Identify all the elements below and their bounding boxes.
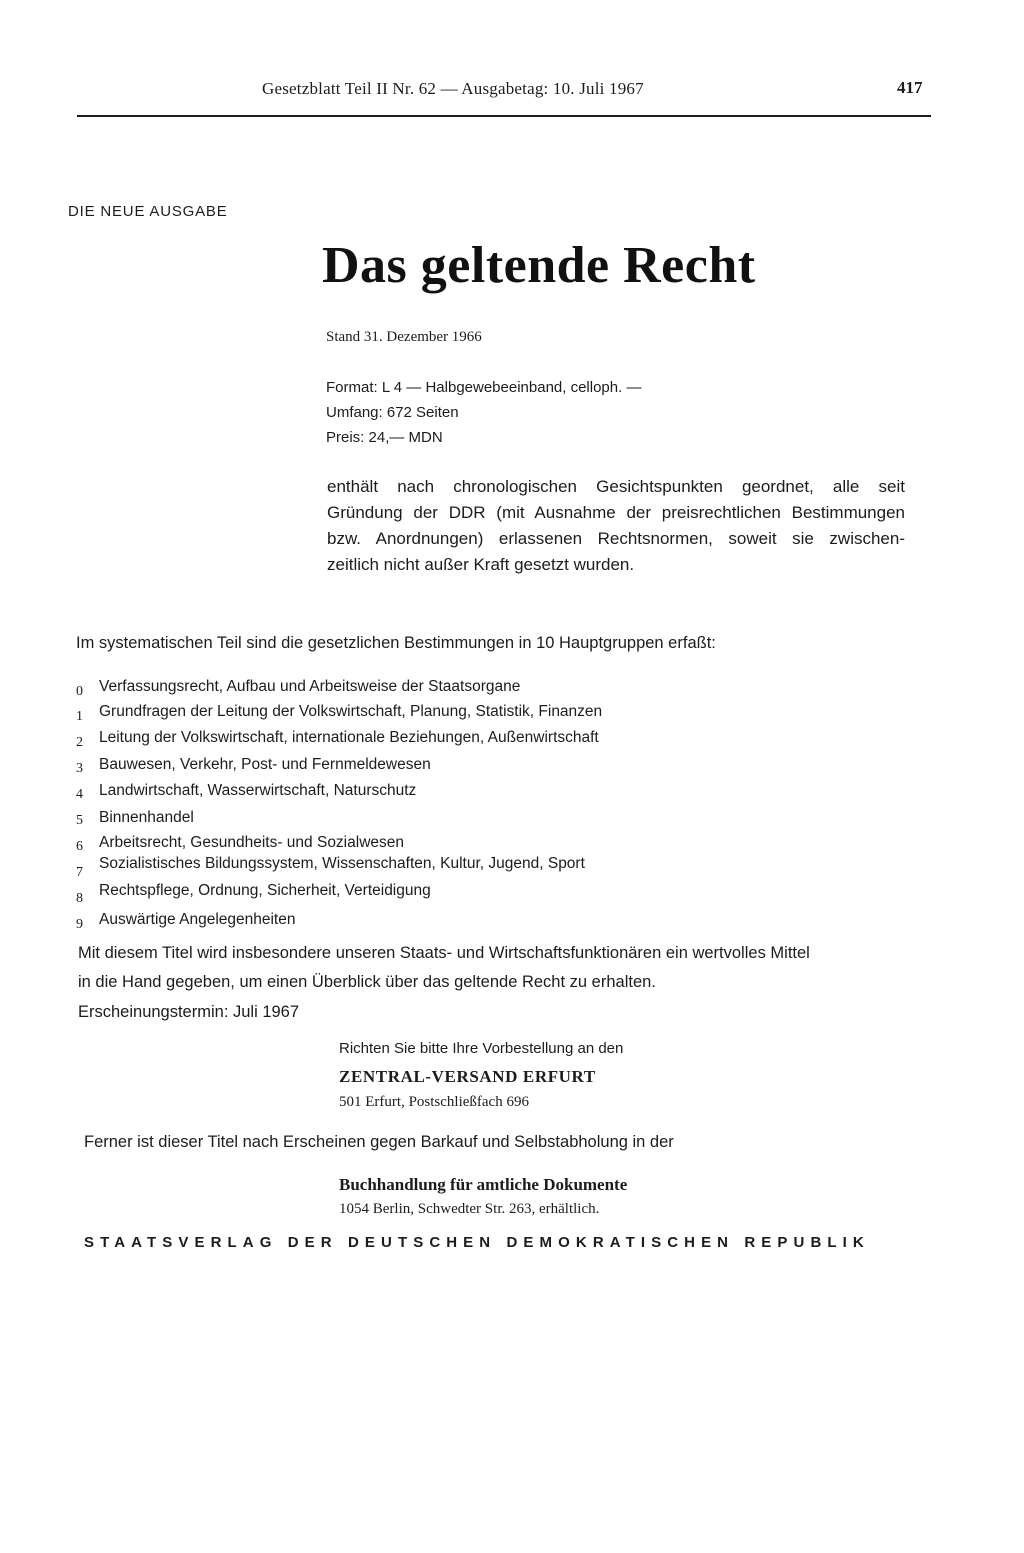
- group-number: 1: [76, 709, 83, 724]
- closing-line: in die Hand gegeben, um einen Überblick über das geltende Recht zu erhalten.: [78, 973, 656, 991]
- description-line: bzw. Anordnungen) erlassenen Rechtsnormen, soweit sie zwischen-: [327, 529, 905, 548]
- running-head: Gesetzblatt Teil II Nr. 62 — Ausgabetag: 10. Juli 1967: [262, 79, 644, 98]
- group-number: 8: [76, 891, 83, 906]
- group-label: Auswärtige Angelegenheiten: [99, 911, 296, 928]
- spec-pages: Umfang: 672 Seiten: [326, 404, 459, 421]
- order-recipient: ZENTRAL-VERSAND ERFURT: [339, 1067, 596, 1086]
- group-number: 0: [76, 684, 83, 699]
- group-label: Verfassungsrecht, Aufbau und Arbeitsweise der Staatsorgane: [99, 678, 521, 695]
- group-label: Arbeitsrecht, Gesundheits- und Sozialwesen: [99, 834, 404, 851]
- group-number: 2: [76, 735, 83, 750]
- kicker: DIE NEUE AUSGABE: [68, 203, 228, 220]
- description-line: zeitlich nicht außer Kraft gesetzt wurden.: [327, 555, 635, 574]
- group-label: Bauwesen, Verkehr, Post- und Fernmeldewesen: [99, 756, 431, 773]
- closing-line: Mit diesem Titel wird insbesondere unseren Staats- und Wirtschaftsfunktionären ein wertvolles Mittel: [78, 944, 810, 962]
- group-label: Sozialistisches Bildungssystem, Wissenschaften, Kultur, Jugend, Sport: [99, 855, 585, 872]
- retail-text: Ferner ist dieser Titel nach Erscheinen gegen Barkauf und Selbstabholung in der: [84, 1133, 674, 1151]
- group-number: 6: [76, 839, 83, 854]
- groups-intro: Im systematischen Teil sind die gesetzlichen Bestimmungen in 10 Hauptgruppen erfaßt:: [76, 634, 716, 652]
- book-title: Das geltende Recht: [322, 237, 756, 294]
- order-prompt: Richten Sie bitte Ihre Vorbestellung an den: [339, 1040, 624, 1057]
- spec-format: Format: L 4 — Halbgewebeeinband, celloph. —: [326, 379, 642, 396]
- page-number: 417: [897, 78, 923, 97]
- shop-name: Buchhandlung für amtliche Dokumente: [339, 1175, 628, 1194]
- release-date: Erscheinungstermin: Juli 1967: [78, 1003, 300, 1021]
- description-line: enthält nach chronologischen Gesichtspunkten geordnet, alle seit: [327, 477, 905, 496]
- description-line: Gründung der DDR (mit Ausnahme der preisrechtlichen Bestimmungen: [327, 503, 905, 522]
- spec-price: Preis: 24,— MDN: [326, 429, 443, 446]
- group-label: Landwirtschaft, Wasserwirtschaft, Naturschutz: [99, 782, 417, 799]
- group-label: Grundfragen der Leitung der Volkswirtschaft, Planung, Statistik, Finanzen: [99, 703, 603, 720]
- group-number: 4: [76, 787, 83, 802]
- stand-date: Stand 31. Dezember 1966: [326, 329, 482, 345]
- group-label: Leitung der Volkswirtschaft, internationale Beziehungen, Außenwirtschaft: [99, 729, 599, 746]
- group-number: 9: [76, 917, 83, 932]
- group-number: 5: [76, 813, 83, 828]
- group-number: 7: [76, 865, 83, 880]
- group-label: Binnenhandel: [99, 809, 194, 826]
- publisher-line: STAATSVERLAG DER DEUTSCHEN DEMOKRATISCHEN REPUBLIK: [84, 1234, 870, 1251]
- group-label: Rechtspflege, Ordnung, Sicherheit, Verteidigung: [99, 882, 431, 899]
- order-address: 501 Erfurt, Postschließfach 696: [339, 1094, 529, 1110]
- group-number: 3: [76, 761, 83, 776]
- shop-address: 1054 Berlin, Schwedter Str. 263, erhältlich.: [339, 1201, 600, 1217]
- header-rule: [77, 115, 931, 117]
